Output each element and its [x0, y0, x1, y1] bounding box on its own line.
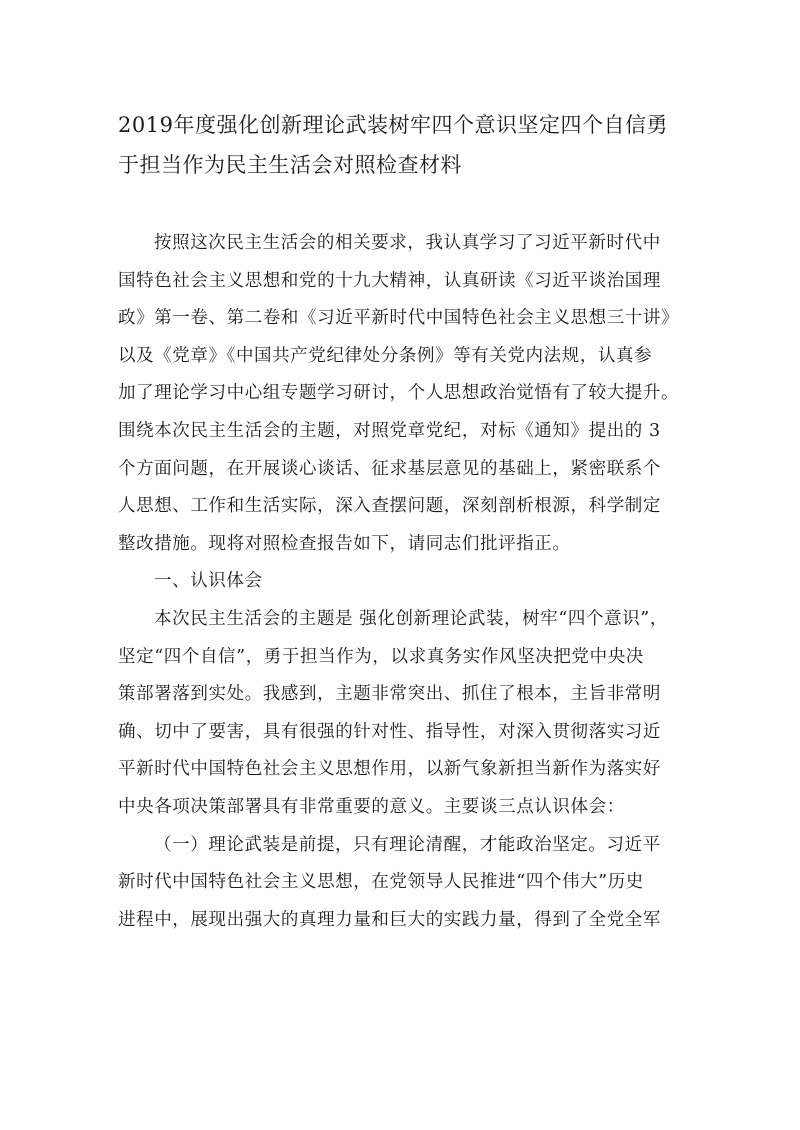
title-line: 于担当作为民主生活会对照检查材料: [118, 153, 462, 177]
subsection-heading: （一）理论武装是前提，只有理论清醒，才能政治坚定。习近平: [154, 834, 661, 855]
body-line: 以及《党章》《中国共产党纪律处分条例》等有关党内法规，认真参: [118, 345, 653, 366]
document-body: [118, 225, 708, 939]
body-line: 国特色社会主义思想和党的十九大精神，认真研读《习近平谈治国理: [118, 270, 661, 291]
body-line: 本次民主生活会的主题是 强化创新理论武装，树牢“四个意识”，: [154, 608, 668, 629]
body-line: 围绕本次民主生活会的主题，对照党章党纪，对标《通知》提出的 3: [118, 420, 661, 441]
title-line: 2019年度强化创新理论武装树牢四个意识坚定四个自信勇: [118, 113, 668, 137]
section-heading: 一、认识体会: [154, 571, 263, 592]
document-title: [118, 105, 718, 185]
body-line: 整改措施。现将对照检查报告如下，请同志们批评指正。: [118, 533, 571, 554]
body-line: 坚定“四个自信”，勇于担当作为，以求真务实作风坚决把党中央决: [118, 646, 644, 667]
body-line: 加了理论学习中心组专题学习研讨，个人思想政治觉悟有了较大提升。: [118, 383, 680, 404]
body-line: 人思想、工作和生活实际，深入查摆问题，深刻剖析根源，科学制定: [118, 496, 661, 517]
body-line: 新时代中国特色社会主义思想，在党领导人民推进“四个伟大”历史: [118, 872, 644, 893]
body-line: 平新时代中国特色社会主义思想作用，以新气象新担当新作为落实好: [118, 759, 661, 780]
body-line: 策部署落到实处。我感到，主题非常突出、抓住了根本，主旨非常明: [118, 684, 661, 705]
body-line: 确、切中了要害，具有很强的针对性、指导性，对深入贯彻落实习近: [118, 721, 661, 742]
body-line: 中央各项决策部署具有非常重要的意义。主要谈三点认识体会：: [118, 796, 625, 817]
body-line: 按照这次民主生活会的相关要求，我认真学习了习近平新时代中: [154, 233, 661, 253]
body-line: 个方面问题，在开展谈心谈话、征求基层意见的基础上，紧密联系个: [118, 458, 661, 479]
body-line: 政》第一卷、第二卷和《习近平新时代中国特色社会主义思想三十讲》: [118, 308, 680, 329]
body-line: 进程中，展现出强大的真理力量和巨大的实践力量，得到了全党全军: [118, 909, 661, 930]
